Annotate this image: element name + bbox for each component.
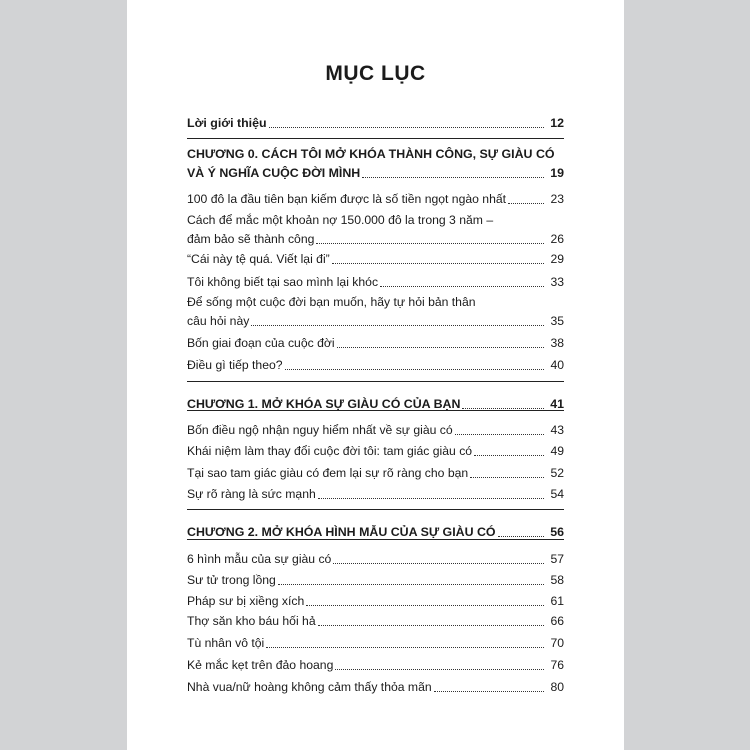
toc-entry-title: Tôi không biết tại sao mình lại khóc xyxy=(187,275,379,289)
toc-page-number: 56 xyxy=(550,525,564,539)
toc-entry-title: Kẻ mắc kẹt trên đảo hoang xyxy=(187,658,334,672)
toc-page-number: 12 xyxy=(550,116,564,130)
toc-entry[interactable] xyxy=(187,614,564,629)
toc-entry-title: “Cái này tệ quá. Viết lại đi” xyxy=(187,252,330,266)
toc-page-number: 80 xyxy=(550,680,564,694)
toc-entry[interactable] xyxy=(187,275,564,290)
page-title: MỤC LỤC xyxy=(325,62,426,85)
dot-leader xyxy=(333,563,544,564)
dot-leader xyxy=(380,286,544,287)
toc-page-number: 70 xyxy=(550,636,564,650)
toc-entry-title: Sư tử trong lồng xyxy=(187,573,276,587)
toc-entry-title: đảm bảo sẽ thành công xyxy=(187,232,315,246)
toc-page-number: 29 xyxy=(550,252,564,266)
toc-entry-title: Nhà vua/nữ hoàng không cảm thấy thỏa mãn xyxy=(187,680,432,694)
toc-entry[interactable] xyxy=(187,192,564,207)
dot-leader xyxy=(462,408,544,409)
toc-entry-title: 6 hình mẫu của sự giàu có xyxy=(187,552,332,566)
toc-entry[interactable] xyxy=(187,397,564,412)
dot-leader xyxy=(470,477,544,478)
toc-entry-line1: Cách để mắc một khoản nợ 150.000 đô la trong 3 năm – xyxy=(187,213,494,227)
dot-leader xyxy=(318,625,544,626)
toc-page-number: 38 xyxy=(550,336,564,350)
toc-entry-title: CHƯƠNG 1. MỞ KHÓA SỰ GIÀU CÓ CỦA BẠN xyxy=(187,397,461,411)
toc-entry[interactable] xyxy=(187,166,564,181)
toc-page-number: 49 xyxy=(550,444,564,458)
toc-page-number: 52 xyxy=(550,466,564,480)
toc-entry-title: Sự rõ ràng là sức mạnh xyxy=(187,487,316,501)
toc-entry-title: Bốn điều ngộ nhận nguy hiểm nhất về sự giàu có xyxy=(187,423,453,437)
toc-entry[interactable] xyxy=(187,232,564,247)
dot-leader xyxy=(318,498,544,499)
dot-leader xyxy=(266,647,544,648)
dot-leader xyxy=(455,434,544,435)
toc-entry[interactable] xyxy=(187,680,564,695)
toc-entry-title: VÀ Ý NGHĨA CUỘC ĐỜI MÌNH xyxy=(187,166,361,180)
dot-leader xyxy=(474,455,544,456)
toc-page-number: 33 xyxy=(550,275,564,289)
toc-page-number: 35 xyxy=(550,314,564,328)
toc-entry-title: Tù nhân vô tội xyxy=(187,636,265,650)
toc-entry[interactable] xyxy=(187,466,564,481)
dot-leader xyxy=(335,669,544,670)
toc-page-number: 57 xyxy=(550,552,564,566)
toc-entry-title: Lời giới thiệu xyxy=(187,116,267,130)
toc-entry-title: Khái niệm làm thay đổi cuộc đời tôi: tam giác giàu có xyxy=(187,444,473,458)
toc-entry-title: CHƯƠNG 2. MỞ KHÓA HÌNH MẪU CỦA SỰ GIÀU CÓ xyxy=(187,525,496,539)
section-divider xyxy=(187,381,564,382)
toc-entry[interactable] xyxy=(187,314,564,329)
dot-leader xyxy=(434,691,544,692)
toc-page-number: 66 xyxy=(550,614,564,628)
toc-entry[interactable] xyxy=(187,423,564,438)
dot-leader xyxy=(498,536,544,537)
toc-entry-title: câu hỏi này xyxy=(187,314,250,328)
toc-page-number: 43 xyxy=(550,423,564,437)
toc-entry[interactable] xyxy=(187,358,564,373)
toc-entry[interactable] xyxy=(187,636,564,651)
dot-leader xyxy=(285,369,544,370)
toc-page-number: 41 xyxy=(550,397,564,411)
toc-entry[interactable] xyxy=(187,487,564,502)
toc-entry-line1: Để sống một cuộc đời bạn muốn, hãy tự hỏi bản thân xyxy=(187,295,476,309)
dot-leader xyxy=(508,203,544,204)
toc-page-number: 26 xyxy=(550,232,564,246)
dot-leader xyxy=(332,263,544,264)
toc-entry-title: Tại sao tam giác giàu có đem lại sự rõ ràng cho bạn xyxy=(187,466,469,480)
toc-entry-title: Thợ săn kho báu hối hả xyxy=(187,614,316,628)
toc-entry[interactable] xyxy=(187,594,564,609)
dot-leader xyxy=(316,243,544,244)
toc-entry-title: 100 đô la đầu tiên bạn kiếm được là số tiền ngọt ngào nhất xyxy=(187,192,507,206)
dot-leader xyxy=(269,127,544,128)
toc-entry[interactable] xyxy=(187,573,564,588)
toc-page-number: 23 xyxy=(550,192,564,206)
toc-page-number: 19 xyxy=(550,166,564,180)
toc-entry[interactable] xyxy=(187,658,564,673)
toc-entry[interactable] xyxy=(187,525,564,540)
dot-leader xyxy=(278,584,544,585)
dot-leader xyxy=(306,605,544,606)
section-divider xyxy=(187,138,564,139)
dot-leader xyxy=(337,347,544,348)
toc-entry[interactable] xyxy=(187,116,564,131)
dot-leader xyxy=(362,177,544,178)
toc-page-number: 40 xyxy=(550,358,564,372)
toc-page-number: 76 xyxy=(550,658,564,672)
toc-entry-title: Pháp sư bị xiềng xích xyxy=(187,594,305,608)
book-page xyxy=(127,0,624,750)
toc-entry-title: Bốn giai đoạn của cuộc đời xyxy=(187,336,335,350)
toc-entry[interactable] xyxy=(187,444,564,459)
toc-entry[interactable] xyxy=(187,336,564,351)
dot-leader xyxy=(251,325,544,326)
toc-entry[interactable] xyxy=(187,552,564,567)
toc-entry-line1: CHƯƠNG 0. CÁCH TÔI MỞ KHÓA THÀNH CÔNG, SỰ GIÀU CÓ xyxy=(187,147,555,161)
section-divider xyxy=(187,509,564,510)
toc-entry[interactable] xyxy=(187,252,564,267)
toc-page-number: 61 xyxy=(550,594,564,608)
toc-page-number: 58 xyxy=(550,573,564,587)
toc-entry-title: Điều gì tiếp theo? xyxy=(187,358,283,372)
toc-page-number: 54 xyxy=(550,487,564,501)
